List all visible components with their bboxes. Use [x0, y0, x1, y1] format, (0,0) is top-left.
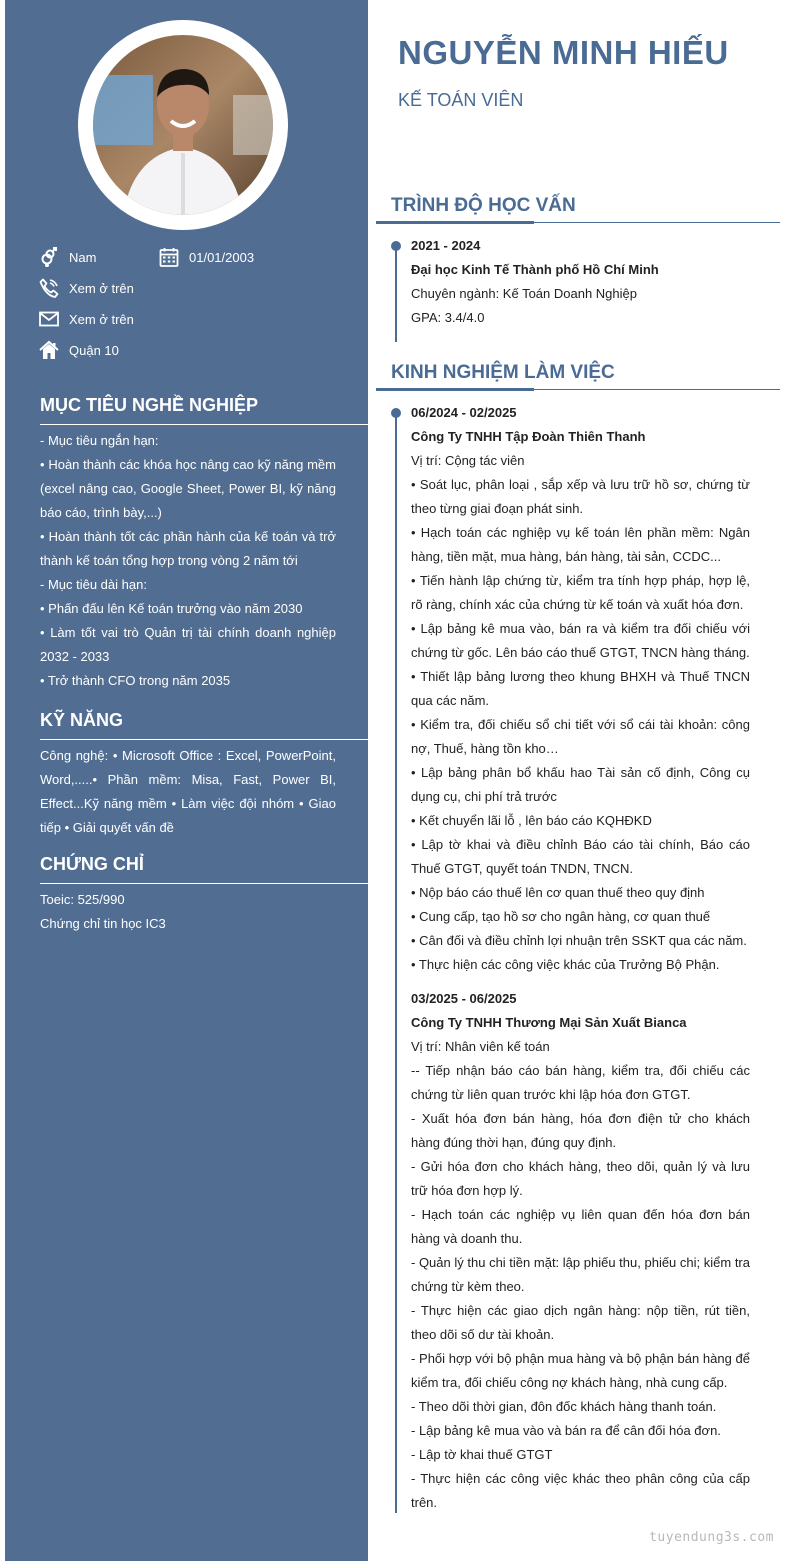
job-duty: • Kiểm tra, đối chiếu sổ chi tiết với sổ cái tài khoản: công nợ, Thuế, hàng tồn kho… — [411, 717, 750, 756]
education-gpa: GPA: 3.4/4.0 — [411, 310, 485, 325]
job-duty: - Thực hiện các công việc khác theo phân công của cấp trên. — [411, 1471, 750, 1510]
envelope-icon — [38, 308, 60, 330]
job-duty: - Gửi hóa đơn cho khách hàng, theo dõi, quản lý và lưu trữ hóa đơn hợp lý. — [411, 1159, 750, 1198]
job-duty: • Cung cấp, tạo hồ sơ cho ngân hàng, cơ quan thuế — [411, 909, 711, 924]
skills-heading: KỸ NĂNG — [40, 710, 124, 730]
job-duty: - Lập tờ khai thuế GTGT — [411, 1447, 553, 1462]
skills-divider — [40, 739, 368, 740]
experience-dot — [391, 408, 401, 418]
calendar-icon — [158, 246, 180, 268]
certificate-item: Chứng chỉ tin học IC3 — [40, 916, 166, 931]
avatar — [93, 35, 273, 215]
certificate-item: Toeic: 525/990 — [40, 892, 125, 907]
job-company: Công Ty TNHH Tập Đoàn Thiên Thanh — [411, 429, 646, 444]
sidebar — [5, 0, 368, 1561]
job-duty: - Xuất hóa đơn bán hàng, hóa đơn điện tử cho khách hàng đúng thời hạn, đúng quy định. — [411, 1111, 750, 1150]
job-duty: • Thực hiện các công việc khác của Trưởng Bộ Phận. — [411, 957, 720, 972]
objective-heading: MỤC TIÊU NGHỀ NGHIỆP — [40, 395, 259, 415]
education-heading: TRÌNH ĐỘ HỌC VẤN — [391, 195, 576, 216]
education-period: 2021 - 2024 — [411, 238, 481, 253]
certificates-heading: CHỨNG CHỈ — [40, 854, 144, 874]
objective-item: - Mục tiêu dài hạn: — [40, 577, 147, 592]
job-duty: - Phối hợp với bộ phận mua hàng và bộ phận bán hàng để kiểm tra, đối chiếu công nợ khách hàng, nhà cung cấp. — [411, 1351, 750, 1390]
job-duty: - Theo dõi thời gian, đôn đốc khách hàng thanh toán. — [411, 1399, 717, 1414]
objective-item: • Làm tốt vai trò Quản trị tài chính doanh nghiệp 2032 - 2033 — [40, 625, 336, 664]
address-value: Quận 10 — [69, 342, 119, 358]
certificates-list — [40, 888, 336, 936]
job-duty: - Quản lý thu chi tiền mặt: lập phiếu thu, phiếu chi; kiểm tra chứng từ kèm theo. — [411, 1255, 750, 1294]
job-duty: • Tiến hành lập chứng từ, kiểm tra tính hợp pháp, hợp lệ, rõ ràng, chính xác của chứng từ kế toán và xuất hóa đơn. — [411, 573, 750, 612]
email-row — [38, 308, 134, 330]
job-position: Vị trí: Cộng tác viên — [411, 453, 525, 468]
avatar-frame — [78, 20, 288, 230]
candidate-name: NGUYỄN MINH HIẾU — [398, 34, 729, 71]
portrait-photo — [93, 35, 273, 215]
objective-item: • Hoàn thành tốt các phần hành của kế toán và trở thành kế toán tổng hợp trong vòng 2 năm tới — [40, 529, 336, 568]
experience-divider-accent — [376, 388, 534, 391]
dob-row — [158, 246, 254, 268]
job-position: Vị trí: Nhân viên kế toán — [411, 1039, 550, 1054]
gender-row — [38, 246, 96, 268]
job-duty: - Thực hiện các giao dịch ngân hàng: nộp tiền, rút tiền, theo dõi số dư tài khoản. — [411, 1303, 750, 1342]
job-duty: -- Tiếp nhận báo cáo bán hàng, kiểm tra, đối chiếu các chứng từ liên quan trước khi lập hóa đơn GTGT. — [411, 1063, 750, 1102]
education-entry — [411, 234, 750, 330]
education-divider-accent — [376, 221, 534, 224]
education-major: Chuyên ngành: Kế Toán Doanh Nghiệp — [411, 286, 637, 301]
candidate-title: KẾ TOÁN VIÊN — [398, 90, 524, 110]
objective-item: • Hoàn thành các khóa học nâng cao kỹ năng mềm (excel nâng cao, Google Sheet, Power BI, kỹ năng báo cáo, trình bày,...) — [40, 457, 336, 520]
objective-item: • Trở thành CFO trong năm 2035 — [40, 673, 231, 688]
objective-item: • Phấn đấu lên Kế toán trưởng vào năm 2030 — [40, 601, 303, 616]
job-entry — [411, 987, 750, 1515]
objective-list — [40, 429, 336, 693]
gender-icon — [38, 246, 60, 268]
phone-row — [38, 277, 134, 299]
objective-item: - Mục tiêu ngắn hạn: — [40, 433, 159, 448]
job-entry — [411, 401, 750, 977]
education-school: Đại học Kinh Tế Thành phố Hồ Chí Minh — [411, 262, 659, 277]
home-icon — [38, 339, 60, 361]
job-duty: • Lập bảng phân bổ khấu hao Tài sản cố định, Công cụ dụng cụ, chi phí trả trước — [411, 765, 750, 804]
job-duty: • Nộp báo cáo thuế lên cơ quan thuế theo quy định — [411, 885, 705, 900]
dob-value: 01/01/2003 — [189, 249, 255, 265]
experience-timeline — [395, 413, 397, 1513]
job-duty: - Lập bảng kê mua vào và bán ra để cân đối hóa đơn. — [411, 1423, 721, 1438]
job-duty: • Lập tờ khai và điều chỉnh Báo cáo tài chính, Báo cáo Thuế GTGT, quyết toán TNDN, TNCN. — [411, 837, 750, 876]
experience-heading: KINH NGHIỆM LÀM VIỆC — [391, 362, 615, 383]
job-duty: • Thiết lập bảng lương theo khung BHXH và Thuế TNCN qua các năm. — [411, 669, 750, 708]
watermark: tuyendung3s.com — [649, 1530, 774, 1545]
objective-divider — [40, 424, 368, 425]
job-period: 06/2024 - 02/2025 — [411, 405, 517, 420]
education-dot — [391, 241, 401, 251]
job-duty: • Cân đối và điều chỉnh lợi nhuận trên SSKT qua các năm. — [411, 933, 747, 948]
email-value[interactable]: Xem ở trên — [69, 311, 134, 327]
certificates-divider — [40, 883, 368, 884]
job-duty: • Lập bảng kê mua vào, bán ra và kiểm tra đối chiếu với chứng từ gốc. Lên báo cáo thuế GTGT, TNCN hàng tháng. — [411, 621, 750, 660]
job-company: Công Ty TNHH Thương Mại Sản Xuất Bianca — [411, 1015, 687, 1030]
phone-icon — [38, 277, 60, 299]
job-period: 03/2025 - 06/2025 — [411, 991, 517, 1006]
job-duty: • Kết chuyển lãi lỗ , lên báo cáo KQHĐKD — [411, 813, 652, 828]
job-duty: • Soát lục, phân loại , sắp xếp và lưu trữ hồ sơ, chứng từ theo từng giai đoạn phát sinh. — [411, 477, 750, 516]
job-duty: - Hạch toán các nghiệp vụ liên quan đến hóa đơn bán hàng và doanh thu. — [411, 1207, 750, 1246]
skills-text: Công nghệ: • Microsoft Office : Excel, PowerPoint, Word,.....• Phần mềm: Misa, Fast, Power BI, Effect...Kỹ năng mềm • Làm việc đội nhóm • Giao tiếp • Giải quyết vấn đề — [40, 748, 336, 835]
address-row — [38, 339, 119, 361]
education-timeline — [395, 246, 397, 342]
phone-value[interactable]: Xem ở trên — [69, 280, 134, 296]
job-duty: • Hạch toán các nghiệp vụ kế toán lên phần mềm: Ngân hàng, tiền mặt, mua hàng, bán hàng, tài sản, CCDC... — [411, 525, 750, 564]
gender-value: Nam — [69, 249, 97, 265]
